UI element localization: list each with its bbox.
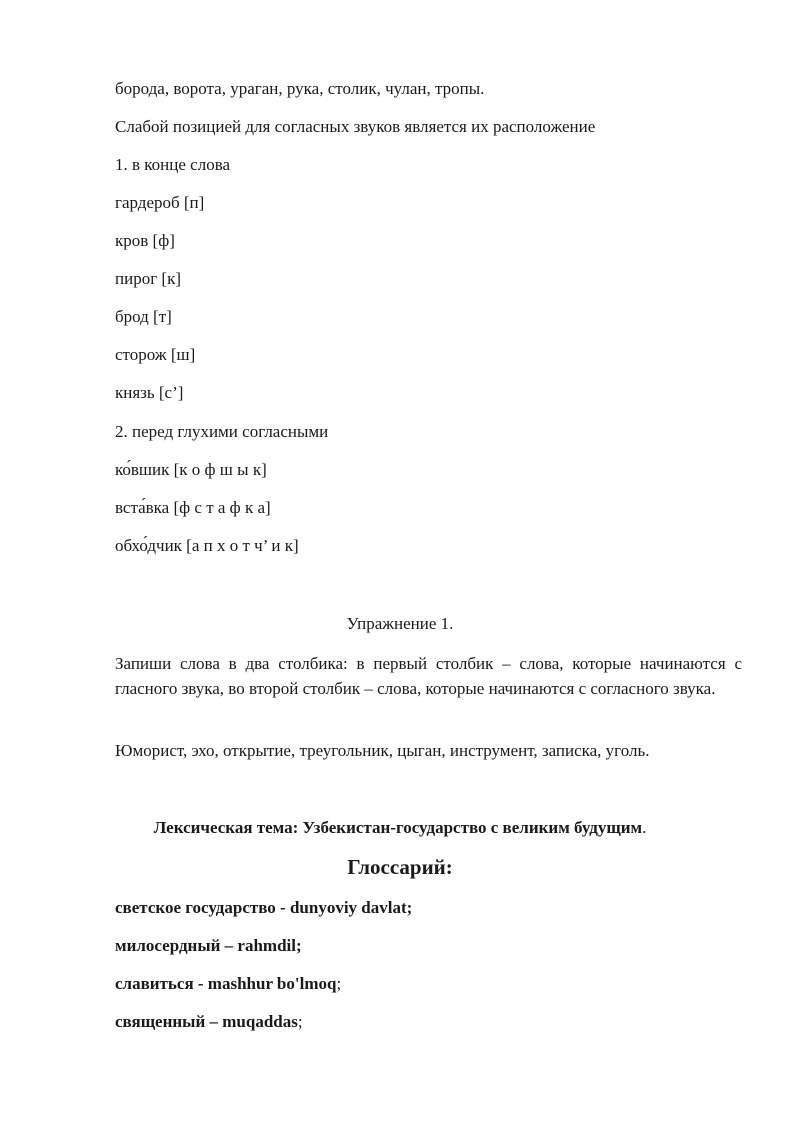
glossary-punct: ; <box>336 974 342 993</box>
example-line: кров [ф] <box>115 231 175 250</box>
list-heading: 1. в конце слова <box>115 155 231 174</box>
text-line: Слабой позицией для согласных звуков является их расположение <box>115 117 596 136</box>
example-line: князь [с’] <box>115 383 184 402</box>
exercise-title: Упражнение 1. <box>346 614 454 633</box>
exercise-words: Юморист, эхо, открытие, треугольник, цыган, инструмент, записка, уголь. <box>115 741 650 760</box>
text-line: борода, ворота, ураган, рука, столик, чулан, тропы. <box>115 79 485 98</box>
example-line: сторож [ш] <box>115 345 196 364</box>
glossary-punct: ; <box>297 1012 303 1031</box>
glossary-term: священный – muqaddas <box>115 1012 298 1031</box>
glossary-term: милосердный – rahmdil; <box>115 936 302 955</box>
glossary-item <box>115 898 412 918</box>
glossary-item <box>115 974 341 994</box>
glossary-term: славиться - mashhur bo'lmoq <box>115 974 337 993</box>
example-line: гардероб [п] <box>115 193 205 212</box>
example-line: пирог [к] <box>115 269 181 288</box>
glossary-item <box>115 936 302 956</box>
list-heading: 2. перед глухими согласными <box>115 422 329 441</box>
exercise-task: Запиши слова в два столбика: в первый столбик – слова, которые начинаются с гласного звука, во второй столбик – слова, которые начинаются с согласного звука. <box>115 654 742 698</box>
glossary-term: светское государство - dunyoviy davlat; <box>115 898 413 917</box>
lexical-topic-period: . <box>642 818 647 837</box>
example-line: вста́вка [ф с т а ф к а] <box>115 498 271 517</box>
glossary-item <box>115 1012 303 1032</box>
lexical-topic <box>0 818 800 838</box>
glossary-title: Глоссарий: <box>347 855 453 879</box>
example-line: ко́вшик [к о ф ш ы к] <box>115 460 267 479</box>
example-line: брод [т] <box>115 307 172 326</box>
lexical-topic-text: Лексическая тема: Узбекистан-государство с великим будущим <box>153 818 643 837</box>
example-line: обхо́дчик [а п х о т ч’ и к] <box>115 536 299 555</box>
